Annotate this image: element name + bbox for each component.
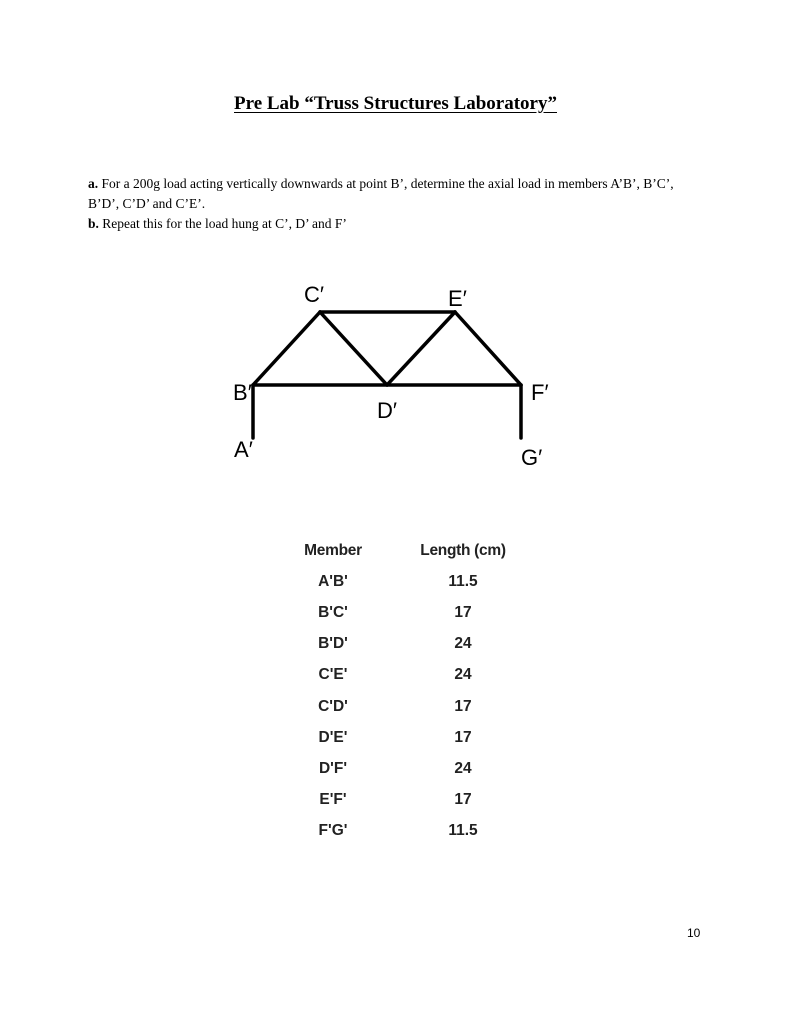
truss-diagram [220, 270, 580, 470]
member-cd [320, 312, 387, 385]
member-cell: F'G' [318, 822, 348, 840]
page-number: 10 [687, 926, 701, 940]
instruction-a-label: a. [88, 176, 99, 191]
table-row [283, 629, 543, 660]
member-cell: D'F' [318, 759, 348, 777]
length-cell: 24 [454, 759, 472, 777]
table-header-row [283, 535, 543, 566]
table-row [283, 597, 543, 628]
member-cell: C'E' [318, 666, 348, 684]
member-cell: E'F' [319, 791, 347, 809]
instruction-a [88, 174, 688, 213]
node-label-c: C′ [304, 282, 325, 307]
length-cell: 11.5 [448, 572, 478, 590]
table-row [283, 660, 543, 691]
table-row [283, 691, 543, 722]
node-label-b: B′ [233, 380, 252, 405]
member-cell: B'C' [318, 603, 348, 621]
table-row [283, 722, 543, 753]
header-member: Member [304, 541, 362, 559]
member-bc [253, 312, 320, 385]
length-cell: 17 [454, 728, 472, 746]
length-cell: 17 [454, 603, 472, 621]
member-cell: D'E' [318, 728, 348, 746]
page-title: Pre Lab “Truss Structures Laboratory” [234, 93, 557, 114]
member-length-table [283, 535, 543, 847]
length-cell: 24 [454, 635, 472, 653]
instruction-b-text: Repeat this for the load hung at C’, D’ and F’ [102, 216, 347, 231]
node-label-e: E′ [448, 286, 467, 311]
length-cell: 17 [454, 697, 472, 715]
node-label-g: G′ [521, 445, 543, 470]
instruction-a-text: For a 200g load acting vertically downwards at point B’, determine the axial load in members A’B’, B’C’, B’D’, C’D’ and C’E’. [88, 176, 674, 211]
member-de [387, 312, 455, 385]
length-cell: 11.5 [448, 822, 478, 840]
member-cell: C'D' [318, 697, 348, 715]
length-cell: 17 [454, 791, 472, 809]
instruction-b [88, 214, 688, 234]
instruction-b-label: b. [88, 216, 99, 231]
table-row [283, 785, 543, 816]
length-cell: 24 [454, 666, 472, 684]
table-row [283, 753, 543, 784]
header-length: Length (cm) [420, 541, 506, 559]
member-cell: A'B' [318, 572, 348, 590]
node-label-f: F′ [531, 380, 549, 405]
table-row [283, 816, 543, 847]
member-ef [455, 312, 521, 385]
node-label-a: A′ [234, 437, 253, 462]
table-row [283, 566, 543, 597]
member-cell: B'D' [318, 635, 348, 653]
node-label-d: D′ [377, 398, 398, 423]
